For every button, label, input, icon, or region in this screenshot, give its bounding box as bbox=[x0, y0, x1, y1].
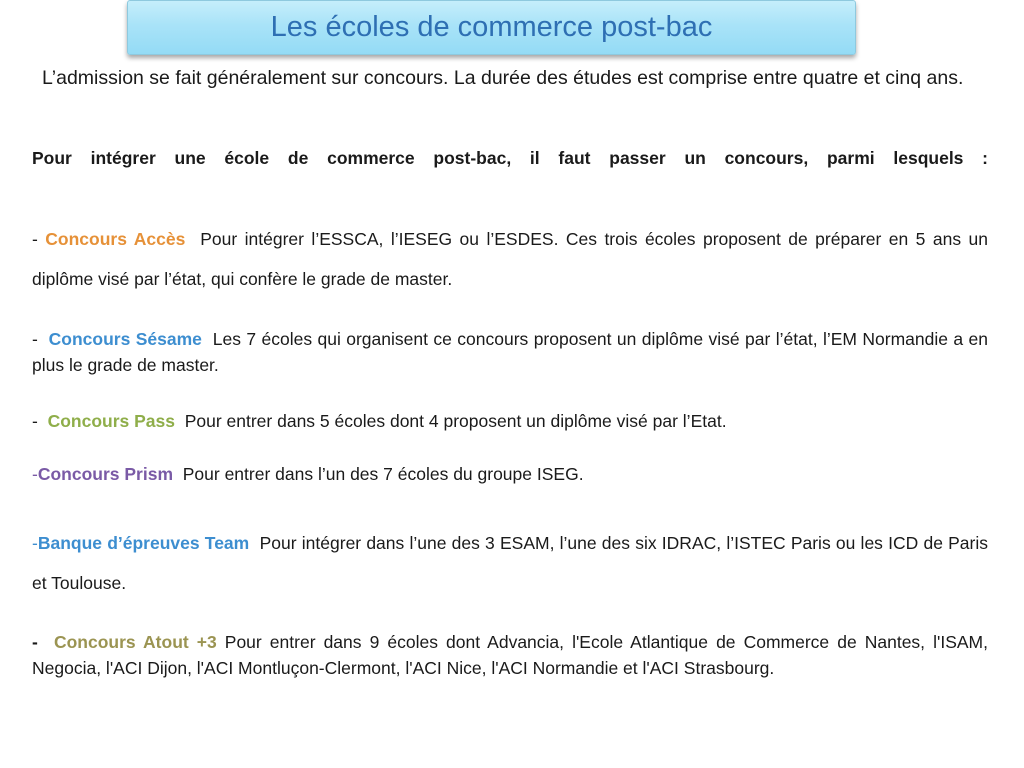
intro-paragraph: L’admission se fait généralement sur concours. La durée des études est comprise entre quatre et cinq ans. bbox=[42, 67, 964, 89]
entry-text: Pour entrer dans 5 écoles dont 4 proposent un diplôme visé par l’Etat. bbox=[184, 411, 727, 431]
title-banner bbox=[127, 0, 856, 55]
entry-prefix: - bbox=[32, 229, 46, 249]
entry-concours-acces bbox=[32, 219, 988, 299]
entry-concours-atout bbox=[32, 629, 988, 681]
entry-prefix: - bbox=[32, 632, 54, 652]
concours-name: Concours Pass bbox=[47, 411, 175, 431]
entry-text: Pour entrer dans 9 écoles dont Advancia, l'Ecole Atlantique de Commerce de Nantes, l'ISAM, Negocia, l'ACI Dijon, l'ACI Montluçon-Clermont, l'ACI Nice, l'ACI Normandie et l'ACI Strasbourg. bbox=[32, 632, 988, 678]
entry-prefix: - bbox=[32, 464, 38, 484]
entry-prefix: - bbox=[32, 329, 49, 349]
concours-name: Concours Sésame bbox=[48, 329, 202, 349]
entry-concours-pass bbox=[32, 408, 988, 434]
entry-banque-team bbox=[32, 523, 988, 603]
concours-name: Concours Accès bbox=[45, 229, 186, 249]
lead-paragraph: Pour intégrer une école de commerce post-bac, il faut passer un concours, parmi lesquels : bbox=[32, 148, 988, 168]
entry-prefix: - bbox=[32, 533, 38, 553]
entry-text: Pour intégrer dans l’une des 3 ESAM, l’une des six IDRAC, l’ISTEC Paris ou les ICD de Paris et Toulouse. bbox=[32, 533, 988, 593]
entry-concours-sesame bbox=[32, 326, 988, 378]
entry-concours-prism bbox=[32, 461, 988, 487]
concours-name: Concours Atout +3 bbox=[53, 632, 217, 652]
concours-name: Concours Prism bbox=[37, 464, 174, 484]
entry-text: Les 7 écoles qui organisent ce concours proposent un diplôme visé par l’état, l’EM Normandie a en plus le grade de master. bbox=[32, 329, 988, 375]
page-title: Les écoles de commerce post-bac bbox=[270, 11, 713, 43]
entry-text: Pour intégrer l’ESSCA, l’IESEG ou l’ESDES. Ces trois écoles proposent de préparer en 5 ans un diplôme visé par l’état, qui confère le grade de master. bbox=[32, 229, 988, 289]
entry-prefix: - bbox=[32, 411, 48, 431]
concours-name: Banque d’épreuves Team bbox=[37, 533, 250, 553]
entry-text: Pour entrer dans l’un des 7 écoles du groupe ISEG. bbox=[182, 464, 584, 484]
